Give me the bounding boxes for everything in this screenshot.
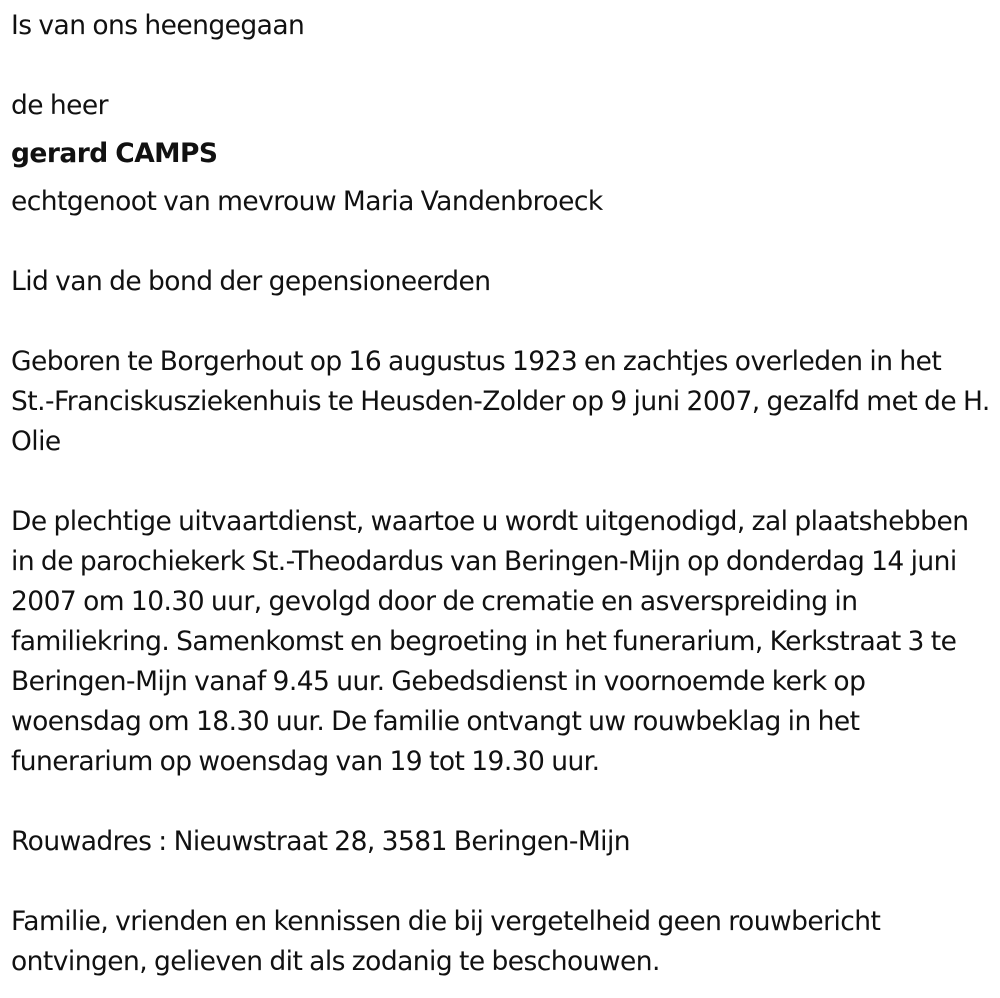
funeral-paragraph: De plechtige uitvaartdienst, waartoe u wordt uitgenodigd, zal plaatshebben in de parochiekerk St.-Theodardus van Beringen-Mijn op donderdag 14 juni 2007 om 10.30 uur, gevolgd door de crematie en asverspreiding in familiekring. Samenkomst en begroeting in het funerarium, Kerkstraat 3 te Beringen-Mijn vanaf 9.45 uur. Gebedsdienst in voornoemde kerk op woensdag om 18.30 uur. De familie ontvangt uw rouwbeklag in het funerarium op woensdag van 19 tot 19.30 uur. xyxy=(11,506,969,777)
spacer xyxy=(11,222,991,262)
spacer xyxy=(11,174,991,182)
spacer xyxy=(11,782,991,822)
membership-line: Lid van de bond der gepensioneerden xyxy=(11,266,491,297)
address-line: Rouwadres : Nieuwstraat 28, 3581 Beringen-Mijn xyxy=(11,826,631,857)
spacer xyxy=(11,46,991,86)
birth-death-paragraph: Geboren te Borgerhout op 16 augustus 1923 en zachtjes overleden in het St.-Franciskusziekenhuis te Heusden-Zolder op 9 juni 2007, gezalfd met de H. Olie xyxy=(11,346,990,457)
closing-paragraph: Familie, vrienden en kennissen die bij vergetelheid geen rouwbericht ontvingen, gelieven dit als zodanig te beschouwen. xyxy=(11,906,881,977)
spouse-line: echtgenoot van mevrouw Maria Vandenbroeck xyxy=(11,186,603,217)
spacer xyxy=(11,302,991,342)
spacer xyxy=(11,862,991,902)
death-notice xyxy=(11,6,991,982)
deceased-name: gerard CAMPS xyxy=(11,138,218,169)
spacer xyxy=(11,462,991,502)
honorific: de heer xyxy=(11,90,108,121)
intro-text: Is van ons heengegaan xyxy=(11,10,305,41)
spacer xyxy=(11,126,991,134)
